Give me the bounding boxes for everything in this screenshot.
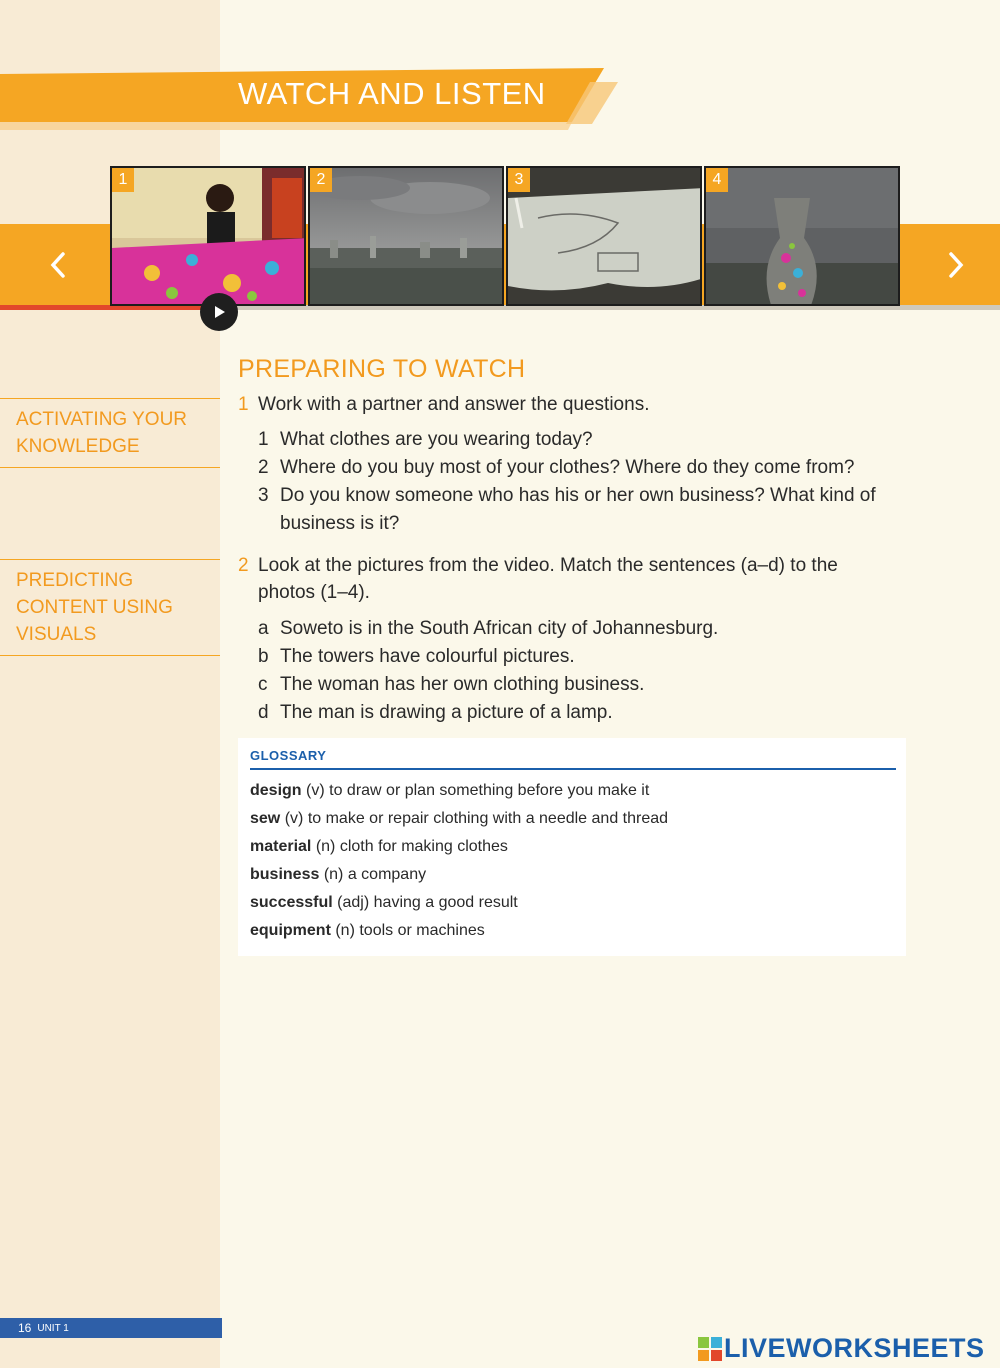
video-thumbnail-4[interactable]: [704, 166, 900, 306]
liveworksheets-grid-icon: [698, 1337, 722, 1361]
unit-label: UNIT 1: [37, 1322, 69, 1334]
question-item: [258, 426, 908, 454]
exercise-1-instruction: [238, 391, 649, 418]
painted-tower-image: [706, 168, 900, 306]
carousel-prev-button[interactable]: [28, 232, 88, 298]
question-item: [258, 454, 908, 482]
question-item: [258, 482, 908, 538]
question-number: 3: [258, 485, 269, 506]
drawing-on-paper-image: [508, 168, 702, 306]
video-thumbnail-2[interactable]: [308, 166, 504, 306]
question-text: Where do you buy most of your clothes? Where do they come from?: [280, 457, 855, 478]
exercise-instruction-text: Work with a partner and answer the questions.: [258, 394, 650, 415]
question-text: Do you know someone who has his or her own business? What kind of business is it?: [280, 485, 876, 534]
liveworksheets-logo: [698, 1333, 985, 1364]
glossary-definition: a company: [347, 866, 427, 883]
glossary-entry: [250, 920, 485, 942]
page-title: WATCH AND LISTEN: [238, 76, 546, 111]
glossary-definition: tools or machines: [359, 922, 485, 939]
sentence-item: [258, 615, 908, 643]
sentence-item: [258, 671, 908, 699]
glossary-pos: (n): [315, 838, 336, 855]
thumbnail-number: 1: [112, 168, 134, 192]
page-footer: [0, 1318, 222, 1338]
sentence-text: Soweto is in the South African city of Johannesburg.: [280, 618, 719, 639]
glossary-entry: [250, 780, 649, 802]
glossary-pos: (n): [335, 922, 355, 939]
glossary-definition: to make or repair clothing with a needle and thread: [307, 810, 669, 827]
glossary-word: successful: [250, 894, 333, 911]
sentence-letter: a: [258, 618, 269, 639]
glossary-word: sew: [250, 810, 281, 827]
sentence-letter: d: [258, 702, 269, 723]
thumbnail-number: 4: [706, 168, 728, 192]
exercise-2-instruction: [238, 552, 888, 606]
glossary-title: GLOSSARY: [250, 748, 327, 763]
glossary-word: material: [250, 838, 312, 855]
glossary-definition: cloth for making clothes: [339, 838, 508, 855]
glossary-pos: (n): [323, 866, 344, 883]
sentence-text: The man is drawing a picture of a lamp.: [280, 702, 613, 723]
sentence-text: The woman has her own clothing business.: [280, 674, 645, 695]
glossary-divider: [250, 768, 896, 770]
carousel-next-button[interactable]: [926, 232, 986, 298]
glossary-box: [238, 738, 906, 956]
glossary-entry: [250, 808, 668, 830]
sentence-item: [258, 643, 908, 671]
skill-label-activating-knowledge: [0, 398, 220, 468]
question-number: 2: [258, 457, 269, 478]
city-skyline-image: [310, 168, 504, 306]
glossary-pos: (v): [284, 810, 304, 827]
exercise-number: 1: [238, 394, 249, 415]
glossary-entry: [250, 864, 426, 886]
glossary-word: business: [250, 866, 320, 883]
skill-label-line: PREDICTING: [16, 570, 134, 591]
woman-with-fabric-image: [112, 168, 306, 306]
question-number: 1: [258, 429, 269, 450]
video-thumbnail-3[interactable]: [506, 166, 702, 306]
skill-label-line: VISUALS: [16, 624, 97, 645]
glossary-word: design: [250, 782, 302, 799]
question-text: What clothes are you wearing today?: [280, 429, 593, 450]
exercise-number: 2: [238, 555, 249, 576]
glossary-pos: (v): [306, 782, 325, 799]
chevron-left-icon: [47, 250, 69, 280]
thumbnail-number: 3: [508, 168, 530, 192]
glossary-word: equipment: [250, 922, 331, 939]
thumbnail-number: 2: [310, 168, 332, 192]
section-heading: PREPARING TO WATCH: [238, 355, 526, 383]
skill-label-line: KNOWLEDGE: [16, 436, 140, 457]
glossary-entry: [250, 836, 508, 858]
skill-label-line: ACTIVATING YOUR: [16, 409, 188, 430]
sentence-item: [258, 699, 908, 727]
sentence-text: The towers have colourful pictures.: [280, 646, 575, 667]
watermark-text: LIVEWORKSHEETS: [724, 1333, 985, 1363]
sentence-letter: c: [258, 674, 268, 695]
glossary-definition: having a good result: [373, 894, 518, 911]
glossary-entry: [250, 892, 518, 914]
page-number: 16: [18, 1321, 32, 1335]
video-thumbnail-1[interactable]: [110, 166, 306, 306]
sentence-letter: b: [258, 646, 269, 667]
play-button[interactable]: [200, 293, 238, 331]
exercise-instruction-text: Look at the pictures from the video. Match the sentences (a–d) to the photos (1–4).: [258, 555, 838, 603]
glossary-pos: (adj): [337, 894, 370, 911]
skill-label-line: CONTENT USING: [16, 597, 173, 618]
skill-label-predicting-content: [0, 559, 220, 656]
chevron-right-icon: [945, 250, 967, 280]
glossary-definition: to draw or plan something before you make it: [329, 782, 650, 799]
play-icon: [211, 304, 227, 320]
